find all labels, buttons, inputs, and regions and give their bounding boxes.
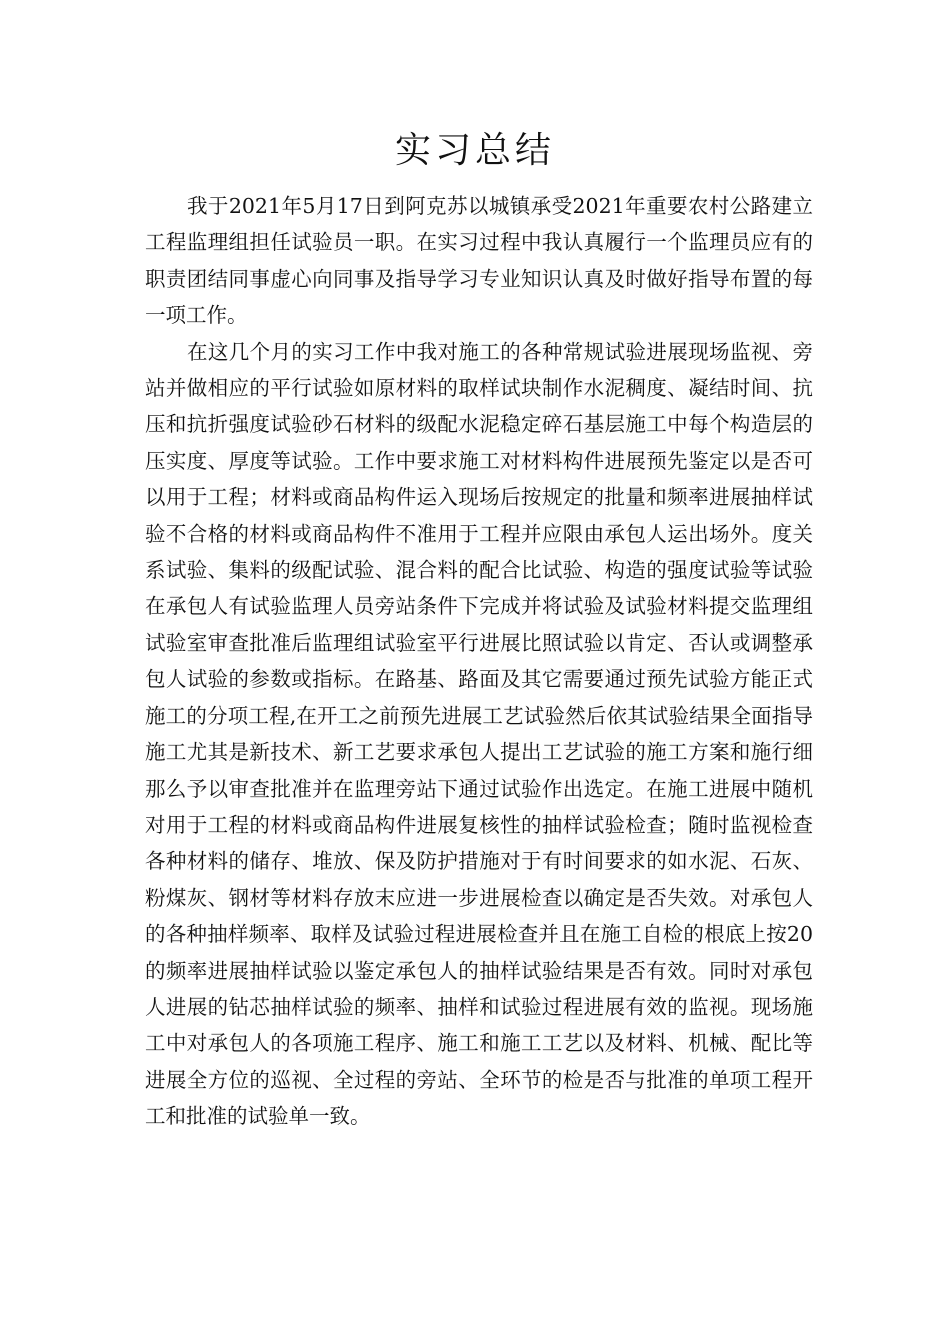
paragraph-1: 我于2021年5月17日到阿克苏以城镇承受2021年重要农村公路建立工程监理组担任试验员一职。在实习过程中我认真履行一个监理员应有的职责团结同事虚心向同事及指导学习专业知识认真及时做好指导布置的每一项工作。 xyxy=(145,194,813,328)
document-body xyxy=(145,188,813,1135)
paragraph-2: 在这几个月的实习工作中我对施工的各种常规试验进展现场监视、旁站并做相应的平行试验如原材料的取样试块制作水泥稠度、凝结时间、抗压和抗折强度试验砂石材料的级配水泥稳定碎石基层施工中每个构造层的压实度、厚度等试验。工作中要求施工对材料构件进展预先鉴定以是否可以用于工程；材料或商品构件运入现场后按规定的批量和频率进展抽样试验不合格的材料或商品构件不准用于工程并应限由承包人运出场外。度关系试验、集料的级配试验、混合料的配合比试验、构造的强度试验等试验在承包人有试验监理人员旁站条件下完成并将试验及试验材料提交监理组试验室审查批准后监理组试验室平行进展比照试验以肯定、否认或调整承包人试验的参数或指标。在路基、路面及其它需要通过预先试验方能正式施工的分项工程,在开工之前预先进展工艺试验然后依其试验结果全面指导施工尤其是新技术、新工艺要求承包人提出工艺试验的施工方案和施行细那么予以审查批准并在监理旁站下通过试验作出选定。在施工进展中随机对用于工程的材料或商品构件进展复核性的抽样试验检查；随时监视检查各种材料的储存、堆放、保及防护措施对于有时间要求的如水泥、石灰、粉煤灰、钢材等材料存放末应进一步进展检查以确定是否失效。对承包人的各种抽样频率、取样及试验过程进展检查并且在施工自检的根底上按20的频率进展抽样试验以鉴定承包人的抽样试验结果是否有效。同时对承包人进展的钻芯抽样试验的频率、抽样和试验过程进展有效的监视。现场施工中对承包人的各项施工程序、施工和施工工艺以及材料、机械、配比等进展全方位的巡视、全过程的旁站、全环节的检是否与批准的单项工程开工和批准的试验单一致。 xyxy=(145,339,813,1129)
document-title: 实习总结 xyxy=(394,130,555,171)
